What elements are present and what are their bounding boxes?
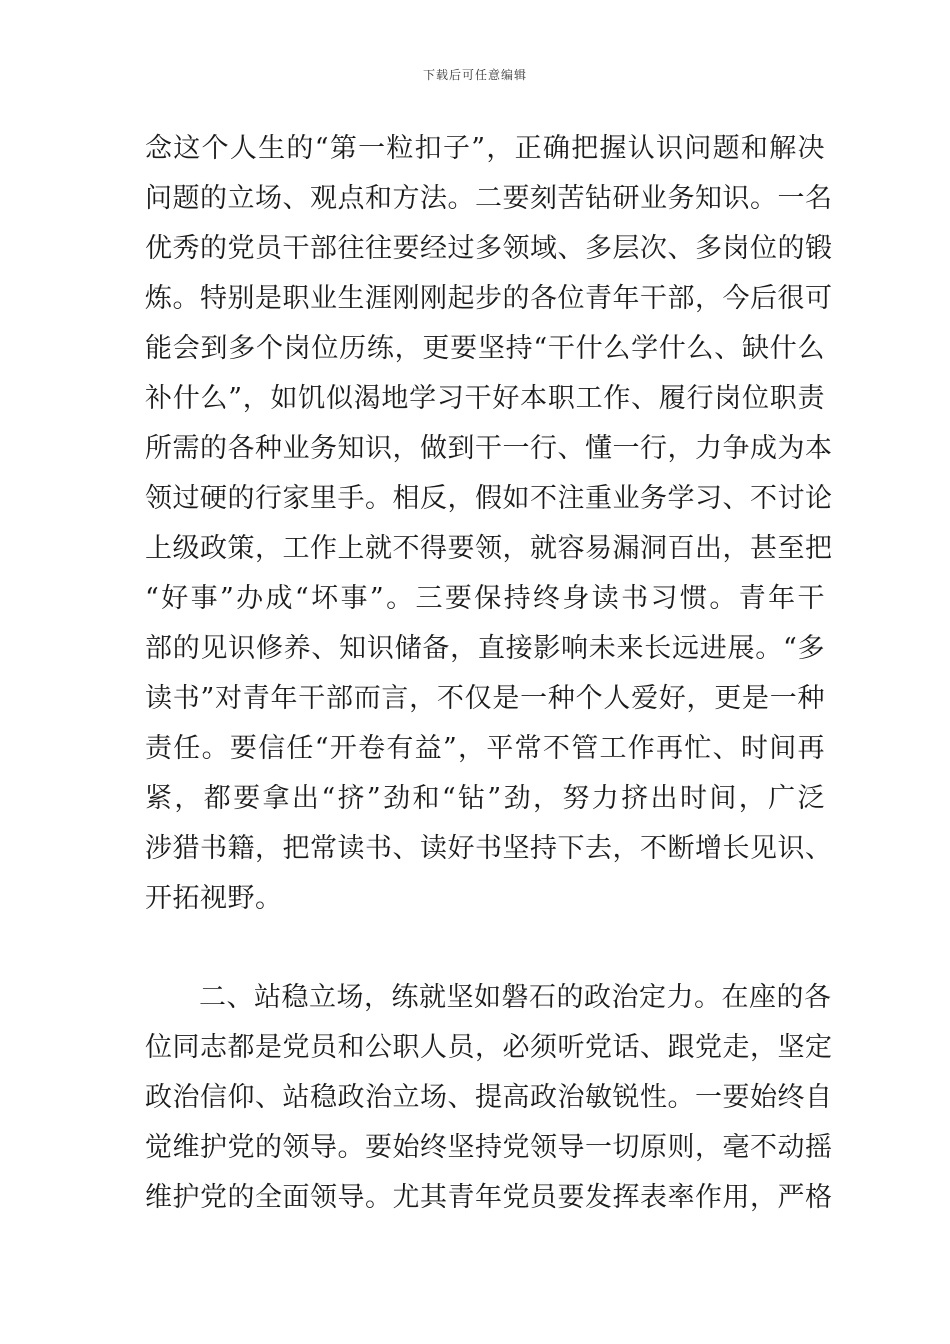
page-header: 下载后可任意编辑 <box>422 68 527 82</box>
body-text-line: 维护党的全面领导。尤其青年党员要发挥表率作用，严格 <box>145 1182 833 1213</box>
body-text-line: 能会到多个岗位历练，更要坚持“干什么学什么、缺什么 <box>145 333 825 364</box>
body-text-line: 上级政策，工作上就不得要领，就容易漏洞百出，甚至把 <box>145 533 833 564</box>
body-text-line: 紧，都要拿出“挤”劲和“钻”劲，努力挤出时间，广泛 <box>145 783 825 814</box>
body-text-line: 读书”对青年干部而言，不仅是一种个人爱好，更是一种 <box>145 683 825 714</box>
body-text-line: “好事”办成“坏事”。三要保持终身读书习惯。青年干 <box>145 583 825 614</box>
body-text-line: 优秀的党员干部往往要经过多领域、多层次、多岗位的锻 <box>145 233 833 264</box>
body-text-line: 涉猎书籍，把常读书、读好书坚持下去，不断增长见识、 <box>145 833 833 864</box>
body-text-line: 领过硬的行家里手。相反，假如不注重业务学习、不讨论 <box>145 483 833 514</box>
body-text-line: 所需的各种业务知识，做到干一行、懂一行，力争成为本 <box>145 433 833 464</box>
body-text-line: 补什么”，如饥似渴地学习干好本职工作、履行岗位职责 <box>145 383 825 414</box>
body-text-line: 念这个人生的“第一粒扣子”，正确把握认识问题和解决 <box>145 133 825 164</box>
body-text-line: 觉维护党的领导。要始终坚持党领导一切原则，毫不动摇 <box>145 1132 833 1163</box>
body-text-line: 炼。特别是职业生涯刚刚起步的各位青年干部，今后很可 <box>145 283 833 314</box>
body-text-line: 政治信仰、站稳政治立场、提高政治敏锐性。一要始终自 <box>145 1082 833 1113</box>
body-text-line: 责任。要信任“开卷有益”，平常不管工作再忙、时间再 <box>145 733 825 764</box>
body-text-line: 问题的立场、观点和方法。二要刻苦钻研业务知识。一名 <box>145 183 833 214</box>
body-text-line: 二、站稳立场，练就坚如磐石的政治定力。在座的各 <box>199 982 832 1013</box>
body-text-line: 部的见识修养、知识储备，直接影响未来长远进展。“多 <box>145 633 825 664</box>
body-text-line: 开拓视野。 <box>145 883 283 914</box>
body-text-line: 位同志都是党员和公职人员，必须听党话、跟党走，坚定 <box>145 1032 833 1063</box>
